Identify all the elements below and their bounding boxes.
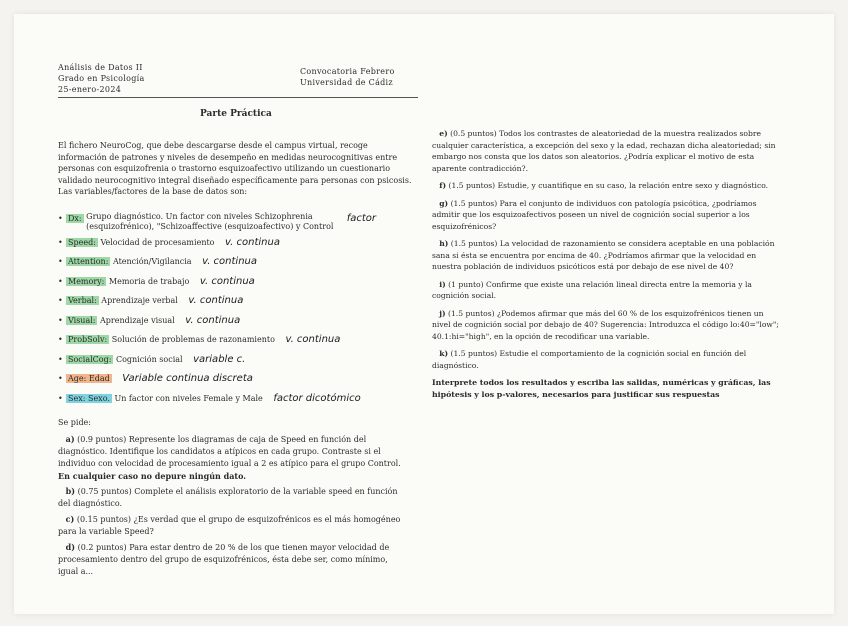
question-label: b) (65, 486, 76, 496)
question-text: Confirme que existe una relación lineal directa entre la memoria y la cognición social. (432, 279, 752, 300)
question-c (58, 513, 408, 538)
university-name: Universidad de Cádiz (300, 78, 393, 87)
variable-item (58, 255, 438, 275)
degree-name: Grado en Psicología (58, 74, 145, 83)
handwritten-note: factor dicotómico (273, 392, 361, 404)
header-right (300, 66, 395, 88)
variable-item (58, 212, 438, 232)
se-pide-label: Se pide: (58, 418, 91, 427)
question-label: k) (439, 349, 449, 358)
question-text: Todos los contrastes de aleatoriedad de la muestra realizados sobre cualquier característica, a excepción del sexo y la edad, rechazan dicha aleatoriedad; sin embargo nos consta que los datos son aleatorios. ¿Podría explicar el motivo de esta aparente contradicción?. (432, 129, 776, 173)
question-e (432, 128, 782, 174)
variable-description: Un factor con niveles Female y Male (114, 393, 263, 403)
header-left (58, 62, 145, 95)
question-points: (1 punto) (448, 279, 484, 289)
intro-paragraph: El fichero NeuroCog, que debe descargarse desde el campus virtual, recoge información de patrones y niveles de desempeño en medidas neurocognitivas entre personas con esquizofrenia o trastorno esquizoafectivo utilizando un cuestionario validado neurocognitivo integral diseñado específicamente para personas con psicosis. Las variables/factores de la base de datos son: (58, 141, 412, 196)
page-title: Parte Práctica (200, 109, 272, 119)
variable-name: Sex: Sexo. (68, 393, 110, 403)
question-d (58, 541, 408, 578)
bullet-icon: • (58, 335, 63, 344)
variable-name: ProbSolv: (68, 335, 108, 344)
variable-name: Verbal: (68, 296, 97, 305)
bullet-icon: • (58, 237, 63, 247)
question-text: Estudie, y cuantifique en su caso, la relación entre sexo y diagnóstico. (497, 181, 769, 190)
handwritten-note: variable c. (193, 353, 246, 365)
variable-name: Visual: (68, 315, 96, 325)
variable-description: Memoria de trabajo (108, 276, 190, 286)
variable-description: Grupo diagnóstico. Un factor con niveles Schizophrenia (esquizofrénico), "Schizoaffective (esquizoafectivo) y Control (86, 212, 334, 231)
question-label: i) (439, 279, 446, 289)
variable-name: Dx: (68, 214, 82, 223)
variable-description: Aprendizaje verbal (101, 296, 178, 305)
variable-item (58, 353, 438, 373)
question-g (432, 198, 782, 233)
question-text: ¿Es verdad que el grupo de esquizofrénicos es el más homogéneo para la variable Speed? (58, 515, 401, 536)
question-text: Para estar dentro de 20 % de los que tienen mayor velocidad de procesamiento dentro del grupo de esquizofrénicos, ésta debe ser, como mínimo, igual a... (58, 543, 390, 576)
handwritten-note: v. continua (225, 236, 280, 248)
question-bold-note: En cualquier caso no depure ningún dato. (58, 471, 247, 481)
bullet-icon: • (58, 374, 63, 383)
question-label: d) (65, 542, 76, 552)
final-instruction: Interprete todos los resultados y escriba las salidas, numéricas y gráficas, las hipótesis y los p-valores, necesarios para justificar sus respuestas (432, 378, 771, 399)
question-label: a) (65, 434, 75, 444)
question-text: Complete el análisis exploratorio de la variable speed en función del diagnóstico. (58, 487, 398, 508)
session-name: Convocatoria Febrero (300, 67, 395, 76)
question-h (432, 238, 782, 273)
variable-item (58, 236, 438, 256)
variable-name: Speed: (68, 237, 96, 247)
variable-description: Velocidad de procesamiento (100, 237, 215, 247)
variable-list (58, 212, 438, 411)
question-label: e) (439, 129, 448, 138)
handwritten-note: v. continua (185, 314, 241, 326)
question-points: (0.75 puntos) (77, 487, 132, 496)
course-name: Análisis de Datos II (58, 63, 143, 72)
bullet-icon: • (58, 354, 63, 364)
question-i (432, 279, 782, 302)
variable-description: Solución de problemas de razonamiento (111, 335, 275, 344)
variable-item (58, 372, 438, 392)
question-points: (1.5 puntos) (450, 198, 498, 208)
question-points: (1.5 puntos) (450, 239, 498, 248)
header-divider (58, 97, 418, 98)
handwritten-note: v. continua (202, 256, 258, 267)
variable-description: Aprendizaje visual (100, 315, 175, 325)
variable-name: Attention: (68, 257, 109, 266)
variable-description: Cognición social (115, 354, 183, 364)
question-text: La velocidad de razonamiento se considera aceptable en una población sana si ésta se encuentra por encima de 40. ¿Podríamos afirmar que la velocidad en nuestra población de individuos psicóticos está por debajo de ese nivel de 40? (432, 239, 775, 271)
question-points: (0.2 puntos) (77, 543, 127, 552)
variable-item (58, 314, 438, 334)
question-text: Para el conjunto de individuos con patología psicótica, ¿podríamos admitir que los esquizoafectivos poseen un nivel de cognición social superior a los esquizofrénicos? (432, 198, 757, 231)
variable-name: SocialCog: (68, 354, 112, 364)
bullet-icon: • (58, 296, 63, 305)
variable-name: Memory: (68, 276, 105, 286)
question-text: Represente los diagramas de caja de Speed en función del diagnóstico. Identifique los candidatos a atípicos en cada grupo. Contraste si el individuo con velocidad de procesamiento igual a 2 es atípico para el grupo Control. (58, 435, 401, 468)
question-points: (0.9 puntos) (77, 435, 127, 444)
bullet-icon: • (58, 276, 63, 286)
bullet-icon: • (58, 257, 63, 266)
variable-item (58, 294, 438, 314)
variable-name: Age: Edad (68, 374, 110, 383)
question-points: (1.5 puntos) (450, 349, 498, 358)
variable-item (58, 333, 438, 353)
variable-item (58, 392, 438, 412)
question-points: (1.5 puntos) (448, 181, 496, 190)
variable-item (58, 275, 438, 295)
question-points: (0.5 puntos) (450, 129, 497, 138)
question-label: h) (439, 239, 449, 248)
bullet-icon: • (58, 315, 63, 325)
question-b (58, 485, 408, 510)
right-column (432, 128, 782, 406)
exam-date: 25-enero-2024 (58, 85, 122, 94)
question-label: g) (439, 198, 449, 208)
question-label: f) (439, 181, 447, 190)
variable-description: Atención/Vigilancia (112, 257, 192, 266)
handwritten-note: factor (346, 213, 377, 224)
handwritten-note: v. continua (188, 295, 244, 306)
handwritten-note: v. continua (285, 334, 341, 345)
question-k (432, 348, 782, 371)
handwritten-note: v. continua (199, 275, 255, 287)
question-points: (1.5 puntos) (448, 308, 495, 318)
question-text: ¿Podemos afirmar que más del 60 % de los esquizofrénicos tienen un nivel de cognición social por debajo de 40? Sugerencia: Introduzca el código lo:40="low"; 40.1:hi="high", en la opción de recodificar una variable. (432, 308, 779, 341)
question-text: Estudie el comportamiento de la cognición social en función del diagnóstico. (432, 349, 747, 370)
question-label: j) (439, 308, 446, 318)
question-a (58, 433, 408, 483)
question-label: c) (65, 514, 75, 524)
handwritten-note: Variable continua discreta (122, 373, 253, 384)
bullet-icon: • (58, 393, 63, 403)
question-f (432, 180, 782, 192)
bullet-icon: • (58, 214, 63, 223)
question-j (432, 308, 782, 343)
question-points: (0.15 puntos) (76, 515, 132, 524)
